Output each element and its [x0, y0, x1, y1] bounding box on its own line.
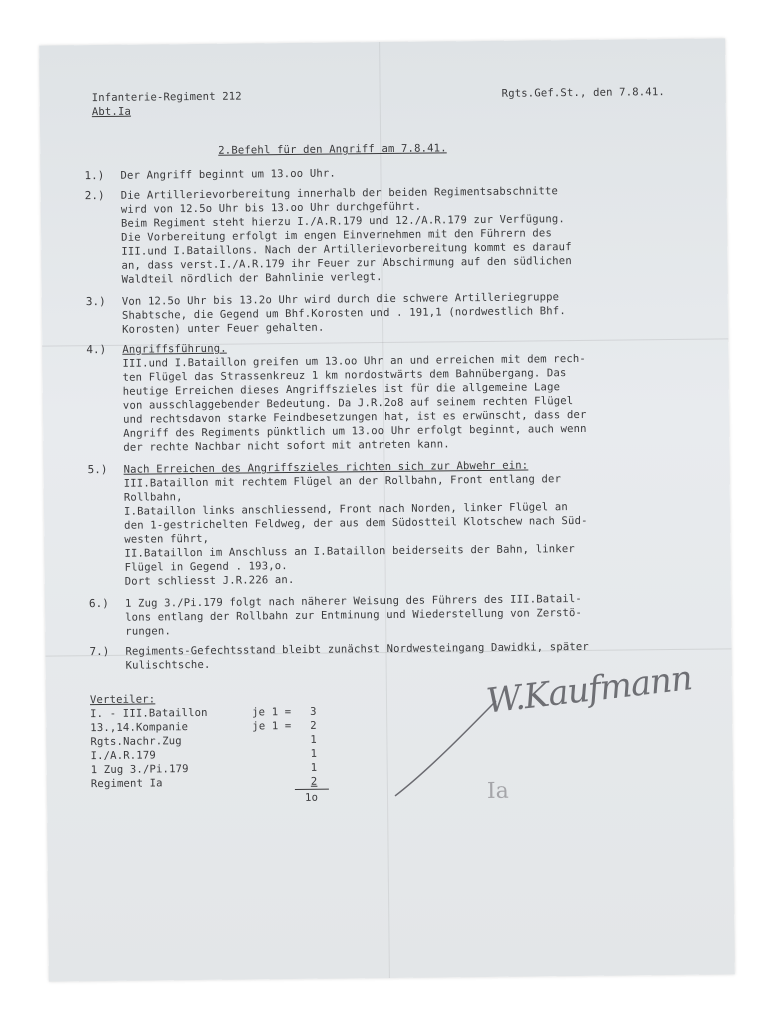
- header-place-date: Rgts.Gef.St., den 7.8.41.: [501, 86, 665, 100]
- item-line: Shabtsche, die Gegend um Bhf.Korosten und . 191,1 (nordwestlich Bhf.: [121, 305, 566, 322]
- item-line: an, dass verst.I./A.R.179 ihr Feuer zur Abschirmung auf den südlichen: [121, 255, 572, 272]
- distribution-label: 13.,14.Kompanie: [90, 721, 189, 735]
- distribution-label: Rgts.Nachr.Zug: [90, 735, 182, 749]
- item-line: Die Artillerievorbereitung innerhalb der beiden Regimentsabschnitte: [120, 185, 559, 202]
- distribution-count: 2: [310, 775, 318, 788]
- item-number: 3.): [85, 294, 106, 309]
- header-dept: Abt.Ia: [91, 105, 132, 119]
- item-line: Waldteil nördlich der Bahnlinie verlegt.: [121, 271, 383, 286]
- item-number: 7.): [89, 644, 110, 659]
- distribution-total: 1o: [304, 791, 319, 804]
- distribution-each: je 1 =: [252, 720, 292, 733]
- distribution-label: 1 Zug 3./Pi.179: [90, 763, 189, 777]
- item-line: III.und I.Bataillon greifen um 13.oo Uhr an und erreichen mit dem rech-: [122, 352, 586, 370]
- item-line: Von 12.5o Uhr bis 13.2o Uhr wird durch die schwere Artilleriegruppe: [121, 291, 560, 308]
- item-line: rungen.: [125, 625, 172, 638]
- header-unit: Infanterie-Regiment 212: [91, 90, 242, 105]
- page-title: 2.Befehl für den Angriff am 7.8.41.: [218, 142, 447, 157]
- distribution-count: 1: [310, 761, 318, 774]
- item-line: wird von 12.5o Uhr bis 13.oo Uhr durchgeführt.: [120, 200, 422, 216]
- item-heading: Nach Erreichen des Angriffszieles richten sich zur Abwehr ein:: [123, 459, 529, 476]
- item-number: 1.): [84, 168, 105, 183]
- distribution-label: I./A.R.179: [90, 749, 156, 763]
- distribution-count: 2: [310, 719, 317, 732]
- item-line: Regiments-Gefechtsstand bleibt zunächst Nordwesteingang Dawidki, später: [125, 640, 590, 658]
- item-line: Flügel in Gegend . 193,o.: [124, 560, 288, 574]
- item-line: III.Bataillon mit rechtem Flügel an der Rollbahn, Front entlang der: [123, 473, 562, 490]
- item-line: Angriff des Regiments pünktlich um 13.oo Uhr erfolgt beginnt, auch wenn: [123, 422, 587, 440]
- item-number: 5.): [87, 462, 108, 477]
- item-line: Rollbahn,: [123, 491, 183, 504]
- sum-rule: [295, 789, 329, 790]
- item-line: Beim Regiment steht hierzu I./A.R.179 und 12./A.R.179 zur Verfügung.: [120, 213, 565, 230]
- item-line: 1 Zug 3./Pi.179 folgt nach näherer Weisung des Führers des III.Batail-: [124, 592, 582, 610]
- item-number: 6.): [88, 596, 109, 611]
- item-number: 4.): [86, 342, 107, 357]
- item-line: heutige Erreichen dieses Angriffszieles ist für die allgemeine Lage: [122, 381, 561, 398]
- distribution-label: Regiment Ia: [90, 777, 163, 791]
- distribution-count: 1: [310, 747, 318, 760]
- item-heading: Angriffsführung.: [122, 342, 227, 356]
- item-line: den 1-gestrichelten Feldweg, der aus dem Südostteil Klotschew nach Süd-: [124, 514, 588, 532]
- distribution-heading: Verteiler:: [89, 693, 156, 707]
- item-line: II.Bataillon im Anschluss an I.Bataillon beiderseits der Bahn, linker: [124, 543, 575, 560]
- item-line: westen führt,: [124, 532, 210, 546]
- item-line: Kulischtsche.: [125, 658, 211, 672]
- item-line: Dort schliesst J.R.226 an.: [124, 573, 295, 588]
- item-line: Die Vorbereitung erfolgt im engen Einvernehmen mit den Führern des: [121, 227, 553, 244]
- distribution-count: 1: [310, 733, 317, 746]
- document-page: [39, 38, 735, 981]
- item-line: lons entlang der Rollbahn zur Entminung und Wiederstellung von Zerstö-: [125, 606, 583, 624]
- handwritten-signature: W.Kaufmann: [484, 658, 694, 722]
- item-line: ten Flügel das Strassenkreuz 1 km nordostwärts dem Bahnübergang. Das: [122, 367, 567, 384]
- item-line: III.und I.Bataillons. Nach der Artillerievorbereitung kommt es darauf: [121, 241, 572, 258]
- item-line: von ausschlaggebender Bedeutung. Da J.R.2o8 auf seinem rechten Flügel: [122, 395, 574, 412]
- item-line: und rechtsdavon starke Feindbesetzungen hat, ist es erwünscht, dass der: [122, 408, 587, 426]
- pencil-mark: Ia: [486, 778, 509, 804]
- item-line: Korosten) unter Feuer gehalten.: [122, 321, 325, 336]
- distribution-each: je 1 =: [252, 706, 292, 719]
- distribution-label: I. - III.Bataillon: [90, 706, 208, 721]
- distribution-count: 3: [310, 705, 317, 718]
- item-line: I.Bataillon links anschliessend, Front nach Norden, linker Flügel an: [123, 501, 568, 518]
- item-number: 2.): [84, 188, 105, 203]
- item-line: Der Angriff beginnt um 13.oo Uhr.: [120, 167, 336, 182]
- item-line: der rechte Nachbar nicht sofort mit antreten kann.: [123, 438, 450, 454]
